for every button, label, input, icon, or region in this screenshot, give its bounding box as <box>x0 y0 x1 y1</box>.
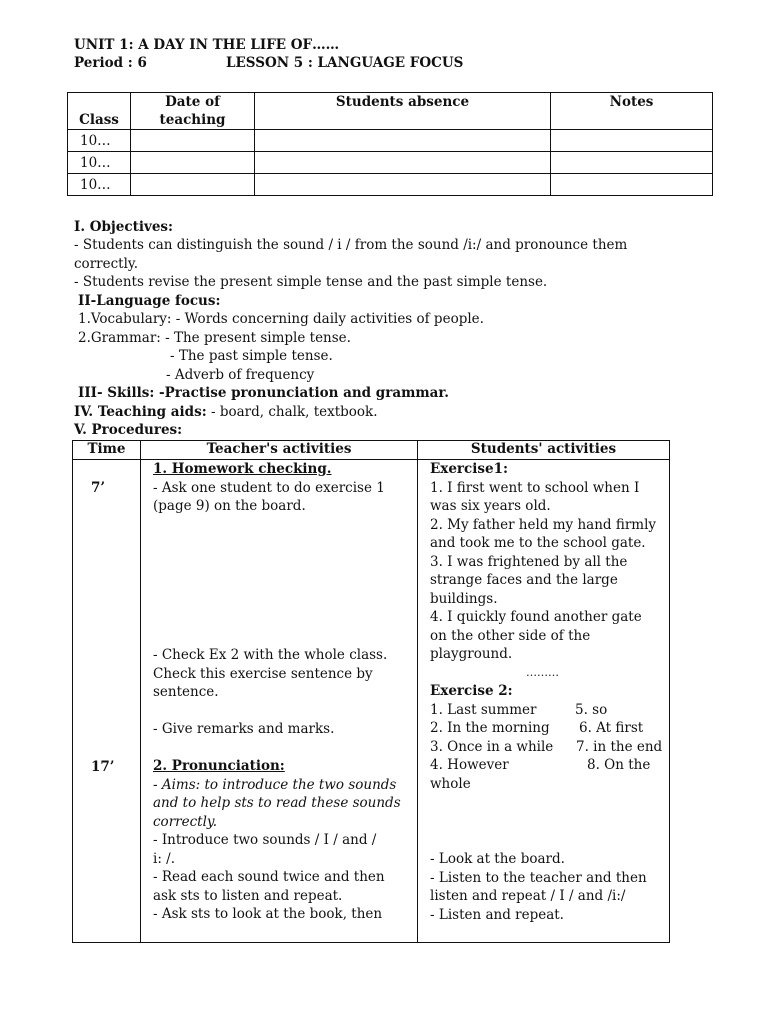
notes-cell[interactable] <box>551 174 713 196</box>
exercise2-row <box>430 719 659 738</box>
teacher-line: - Give remarks and marks. <box>153 721 335 737</box>
time-header: Time <box>73 441 141 460</box>
student-line: 3. I was frightened by all the <box>430 553 628 570</box>
answer: 7. in the end <box>576 738 663 755</box>
aims-line: and to help sts to read these sounds <box>153 795 401 811</box>
students-cell <box>418 460 670 943</box>
procedures-heading: V. Procedures: <box>74 422 183 438</box>
class-header: Class <box>68 93 131 130</box>
student-line: strange faces and the large <box>430 572 618 588</box>
teacher-line: - Check Ex 2 with the whole class. <box>153 647 388 663</box>
time-value: 7’ <box>91 480 106 496</box>
teacher-line: i: /. <box>153 850 175 867</box>
teacher-line: Check this exercise sentence by <box>153 665 373 682</box>
lesson-title: LESSON 5 : LANGUAGE FOCUS <box>226 55 464 71</box>
vocabulary-line: 1.Vocabulary: - Words concerning daily activities of people. <box>78 311 484 327</box>
teacher-cell <box>141 460 418 943</box>
absence-cell[interactable] <box>255 130 551 152</box>
teacher-line: (page 9) on the board. <box>153 498 306 514</box>
grammar-line: 2.Grammar: - The present simple tense. <box>78 330 351 346</box>
student-line: 4. I quickly found another gate <box>430 609 642 625</box>
period-label: Period : 6 <box>74 55 147 71</box>
answer: 5. so <box>575 701 608 718</box>
exercise2-row <box>430 701 659 720</box>
student-line: listen and repeat / I / and /i:/ <box>430 888 626 904</box>
student-line: 1. I first went to school when I <box>430 479 640 496</box>
objective-line: - Students can distinguish the sound / i / from the sound /i:/ and pronounce them <box>74 237 628 253</box>
answer: 6. At first <box>579 720 644 736</box>
student-line: - Look at the board. <box>430 851 565 867</box>
answer: 4. However <box>430 757 509 773</box>
student-line: buildings. <box>430 590 498 607</box>
aims-line: correctly. <box>153 813 218 830</box>
date-cell[interactable] <box>131 152 255 174</box>
unit-title: UNIT 1: A DAY IN THE LIFE OF…… <box>74 37 340 53</box>
answer: 2. In the morning <box>430 720 550 736</box>
student-line: was six years old. <box>430 498 551 514</box>
attendance-header-row <box>68 93 713 130</box>
procedures-body-row <box>73 460 670 943</box>
attendance-table <box>67 92 713 196</box>
date-header-line2: teaching <box>159 112 226 128</box>
aims-line: - Aims: to introduce the two sounds <box>153 776 397 793</box>
student-line: - Listen and repeat. <box>430 906 564 923</box>
pronunciation-title: 2. Pronunciation: <box>153 758 285 774</box>
ellipsis-line: ……… <box>526 665 559 679</box>
objective-line: - Students revise the present simple tense and the past simple tense. <box>74 274 548 290</box>
class-cell: 10… <box>68 130 131 152</box>
absence-cell[interactable] <box>255 152 551 174</box>
teacher-line: sentence. <box>153 684 219 700</box>
objective-line: correctly. <box>74 256 139 272</box>
notes-cell[interactable] <box>551 130 713 152</box>
teaching-aids-line <box>74 403 378 422</box>
date-cell[interactable] <box>131 130 255 152</box>
date-header <box>131 93 255 130</box>
exercise2-row: whole <box>430 775 471 792</box>
student-line: - Listen to the teacher and then <box>430 869 647 886</box>
exercise2-row <box>430 756 659 775</box>
procedures-table <box>72 440 670 943</box>
teaching-aids-label: IV. Teaching aids: <box>74 404 207 420</box>
teacher-line: - Read each sound twice and then <box>153 869 385 885</box>
skills-line: III- Skills: -Practise pronunciation and grammar. <box>78 385 449 401</box>
student-line: on the other side of the <box>430 627 591 644</box>
absence-cell[interactable] <box>255 174 551 196</box>
time-cell <box>73 460 141 943</box>
time-value: 17’ <box>91 759 115 775</box>
class-cell: 10… <box>68 174 131 196</box>
procedures-header-row <box>73 441 670 460</box>
exercise2-title: Exercise 2: <box>430 683 513 699</box>
grammar-line: - The past simple tense. <box>170 348 333 364</box>
answer: 1. Last summer <box>430 701 537 718</box>
teacher-line: - Introduce two sounds / I / and / <box>153 832 377 848</box>
grammar-line: - Adverb of frequency <box>166 367 315 383</box>
homework-title: 1. Homework checking. <box>153 461 332 477</box>
exercise1-title: Exercise1: <box>430 461 508 477</box>
students-header: Students' activities <box>418 441 670 460</box>
attendance-row <box>68 130 713 152</box>
date-header-line1: Date of <box>165 94 220 110</box>
answer: 3. Once in a while <box>430 738 554 755</box>
absence-header: Students absence <box>255 93 551 130</box>
language-focus-heading: II-Language focus: <box>78 293 221 309</box>
notes-cell[interactable] <box>551 152 713 174</box>
notes-header: Notes <box>551 93 713 130</box>
objectives-heading: I. Objectives: <box>74 219 173 235</box>
exercise2-row <box>430 738 663 757</box>
student-line: 2. My father held my hand firmly <box>430 516 657 533</box>
attendance-row <box>68 174 713 196</box>
teaching-aids-value: - board, chalk, textbook. <box>206 404 378 420</box>
date-cell[interactable] <box>131 174 255 196</box>
answer: 8. On the <box>587 757 651 773</box>
teacher-header: Teacher's activities <box>141 441 418 460</box>
teacher-line: ask sts to listen and repeat. <box>153 887 343 904</box>
student-line: playground. <box>430 646 513 662</box>
class-cell: 10… <box>68 152 131 174</box>
teacher-line: - Ask sts to look at the book, then <box>153 906 383 922</box>
teacher-line: - Ask one student to do exercise 1 <box>153 479 385 496</box>
attendance-row <box>68 152 713 174</box>
student-line: and took me to the school gate. <box>430 535 646 551</box>
